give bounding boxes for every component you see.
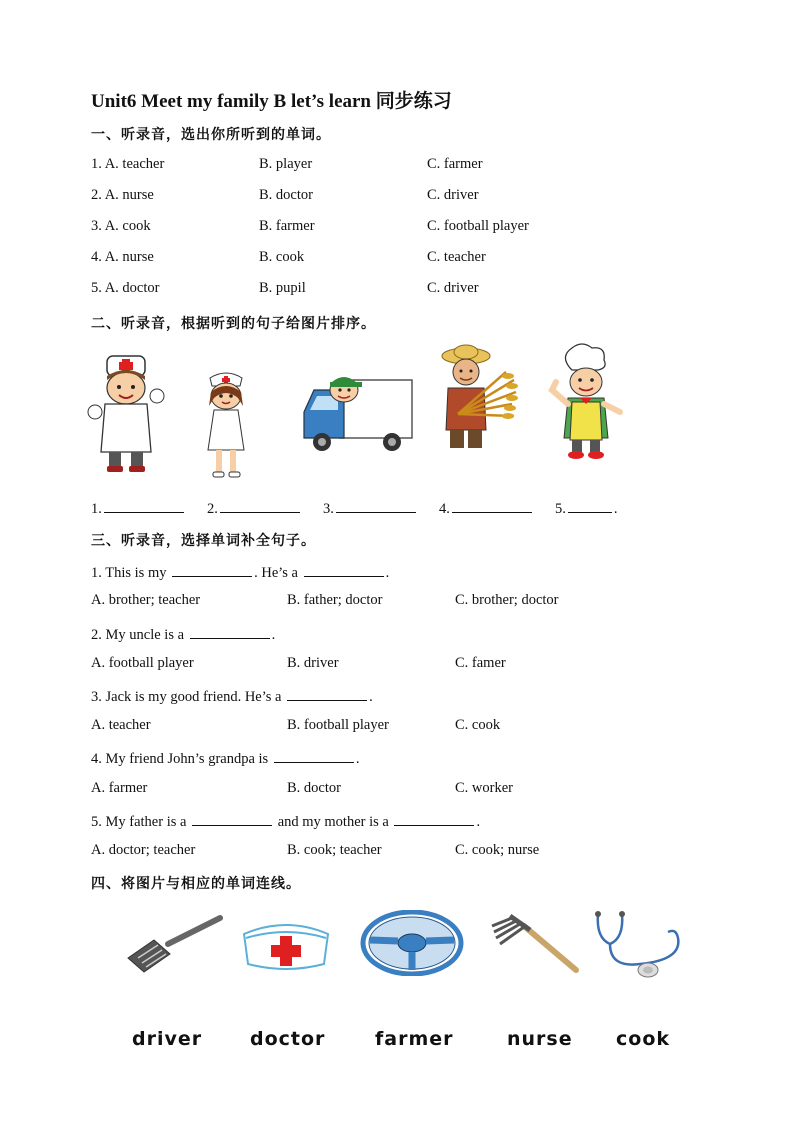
word-driver[interactable]: driver (132, 1028, 203, 1050)
option-b: B. cook; teacher (287, 842, 382, 858)
fill-blank[interactable] (190, 624, 270, 639)
option-a: A. football player (91, 655, 194, 671)
option-c: C. famer (455, 655, 506, 671)
choice-row (91, 780, 731, 800)
option-b: B. father; doctor (287, 592, 383, 608)
sentence-3: 3. Jack is my good friend. He’s a . (91, 686, 373, 706)
number-label: 2. (207, 501, 218, 517)
section-1-heading: 一、听录音，选出你所听到的单词。 (91, 127, 331, 143)
steering-wheel-icon (360, 910, 464, 976)
answer-blank-4[interactable] (439, 498, 534, 518)
choice-row (91, 655, 731, 675)
question-row (91, 156, 731, 176)
option-b: B. farmer (259, 218, 315, 234)
option-c: C. farmer (427, 156, 483, 172)
answer-blank-3[interactable] (323, 498, 418, 518)
option-a: 4. A. nurse (91, 249, 154, 265)
option-a: A. brother; teacher (91, 592, 201, 608)
fill-blank[interactable] (394, 811, 474, 826)
farmer-picture (428, 344, 518, 452)
fill-blank[interactable] (274, 748, 354, 763)
option-b: B. football player (287, 717, 389, 733)
number-label: 3. (323, 501, 334, 517)
rake-icon (488, 912, 580, 974)
question-row (91, 280, 731, 300)
option-c: C. worker (455, 780, 513, 796)
option-c: C. cook; nurse (455, 842, 540, 858)
option-c: C. football player (427, 218, 529, 234)
option-c: C. driver (427, 280, 479, 296)
choice-row (91, 592, 731, 612)
option-a: A. farmer (91, 780, 148, 796)
option-c: C. brother; doctor (455, 592, 559, 608)
option-a: 2. A. nurse (91, 187, 154, 203)
option-c: C. cook (455, 717, 501, 733)
section-3-heading: 三、听录音，选择单词补全句子。 (91, 533, 316, 549)
option-c: C. teacher (427, 249, 486, 265)
word-farmer[interactable]: farmer (375, 1028, 454, 1050)
spatula-icon (124, 914, 224, 976)
word-cook[interactable]: cook (616, 1028, 671, 1050)
section-4-heading: 四、将图片与相应的单词连线。 (91, 876, 301, 892)
answer-blank-5[interactable] (555, 498, 618, 518)
fill-blank[interactable] (304, 562, 384, 577)
answer-blank-1[interactable] (91, 498, 186, 518)
option-b: B. doctor (259, 187, 313, 203)
doctor-picture (85, 352, 170, 474)
end-mark: . (613, 501, 618, 517)
question-row (91, 249, 731, 269)
option-a: A. teacher (91, 717, 151, 733)
option-b: B. doctor (287, 780, 341, 796)
fill-blank[interactable] (172, 562, 252, 577)
choice-row (91, 842, 731, 862)
section-2-heading: 二、听录音，根据听到的句子给图片排序。 (91, 316, 376, 332)
option-a: 3. A. cook (91, 218, 151, 234)
sentence-5: 5. My father is a and my mother is a . (91, 811, 480, 831)
nurse-picture (196, 368, 258, 480)
option-b: B. player (259, 156, 313, 172)
cook-picture (546, 342, 624, 460)
driver-picture (300, 368, 416, 454)
word-nurse[interactable]: nurse (507, 1028, 573, 1050)
choice-row (91, 717, 731, 737)
number-label: 4. (439, 501, 450, 517)
sentence-4: 4. My friend John’s grandpa is . (91, 748, 359, 768)
number-label: 1. (91, 501, 102, 517)
option-b: B. cook (259, 249, 305, 265)
answer-blank-2[interactable] (207, 498, 302, 518)
question-row (91, 218, 731, 238)
question-row (91, 187, 731, 207)
page-title: Unit6 Meet my family B let’s learn 同步练习 (91, 91, 452, 112)
option-b: B. pupil (259, 280, 306, 296)
option-a: 5. A. doctor (91, 280, 160, 296)
fill-blank[interactable] (287, 686, 367, 701)
sentence-1: 1. This is my . He’s a . (91, 562, 389, 582)
option-a: A. doctor; teacher (91, 842, 196, 858)
option-a: 1. A. teacher (91, 156, 165, 172)
nurse-cap-icon (238, 918, 334, 974)
word-doctor[interactable]: doctor (250, 1028, 326, 1050)
stethoscope-icon (592, 908, 686, 980)
fill-blank[interactable] (192, 811, 272, 826)
number-label: 5. (555, 501, 566, 517)
option-b: B. driver (287, 655, 339, 671)
sentence-2: 2. My uncle is a . (91, 624, 275, 644)
option-c: C. driver (427, 187, 479, 203)
